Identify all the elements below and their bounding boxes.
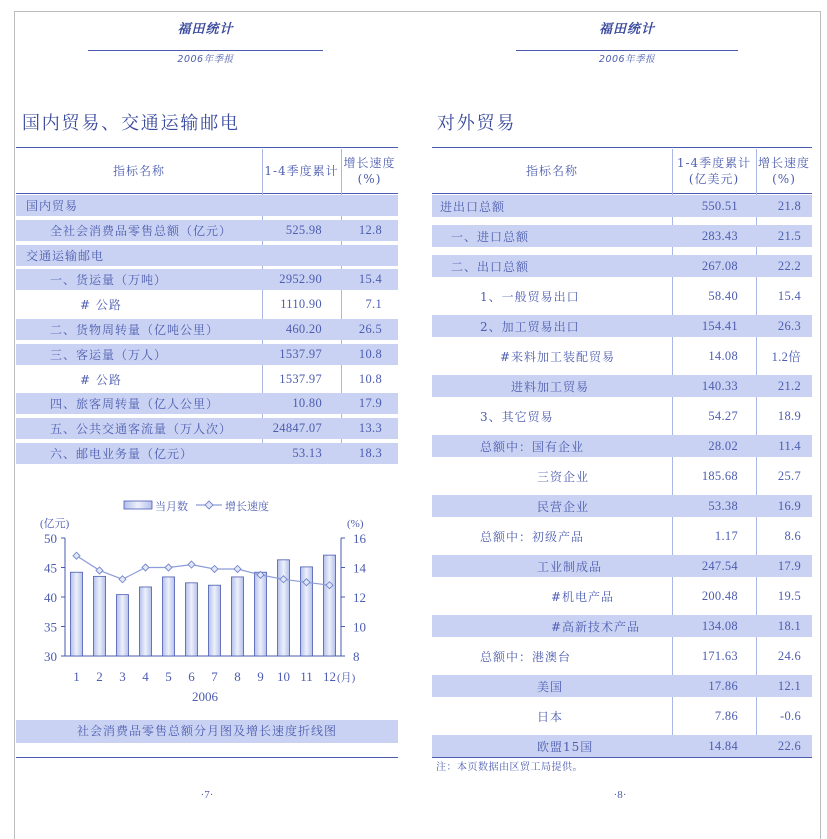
cumulative-value: 17.86: [708, 678, 738, 693]
table-row: [16, 344, 398, 365]
right-logo: 福田统计: [598, 22, 655, 37]
table-row: [16, 294, 398, 315]
table-row: [432, 675, 812, 697]
x-tick-label: 3: [119, 669, 126, 684]
growth-rate: 21.8: [777, 198, 801, 213]
cumulative-value: 54.27: [708, 408, 738, 423]
bar-series: [71, 555, 336, 656]
table-row: [432, 285, 812, 307]
cumulative-value: 53.38: [708, 498, 738, 513]
indicator-name: 总额中：港澳台: [480, 649, 572, 664]
table-row-section: [16, 245, 398, 266]
cumulative-value: 14.08: [708, 348, 738, 363]
table-row: [432, 705, 812, 727]
header-unit: (亿美元): [688, 172, 740, 186]
legend-line-label: 增长速度: [225, 501, 269, 513]
bar-month-12: [324, 555, 336, 656]
cumulative-value: 134.08: [701, 618, 738, 633]
indicator-name: 民营企业: [537, 499, 590, 514]
growth-rate: 1.2倍: [771, 350, 801, 364]
growth-point-month-3: [119, 576, 126, 583]
indicator-name: 总额中：初级产品: [480, 529, 585, 544]
header-indicator-name: [432, 149, 672, 193]
growth-rate: 15.4: [777, 288, 801, 303]
table-row: [16, 220, 398, 241]
y-left-tick-label: 35: [44, 619, 57, 635]
y-left-tick-label: 45: [44, 560, 57, 576]
x-tick-label: 11: [300, 669, 313, 684]
x-tick-label: 12: [323, 669, 336, 684]
y-right-axis-label: (%): [347, 518, 364, 530]
indicator-name: 3、其它贸易: [480, 409, 554, 424]
x-tick-label: 5: [165, 669, 172, 684]
growth-rate: 10.8: [358, 371, 382, 386]
growth-rate: 18.9: [777, 408, 801, 423]
indicator-name: 美国: [537, 679, 564, 694]
indicator-name: 1、一般贸易出口: [480, 289, 580, 304]
growth-point-month-5: [165, 564, 172, 571]
section-name: 国内贸易: [26, 199, 79, 213]
x-tick-label: 4: [142, 669, 149, 684]
growth-rate: 26.3: [777, 318, 801, 333]
growth-rate: 12.1: [777, 678, 801, 693]
table-row: [16, 443, 398, 464]
legend-diamond-icon: [205, 501, 213, 509]
table-row: [432, 735, 812, 757]
y-right-tick-label: 16: [353, 531, 366, 546]
table-body: [16, 195, 398, 468]
legend-bar-label: 当月数: [155, 501, 188, 513]
table-row: [432, 255, 812, 277]
cumulative-value: 460.20: [285, 321, 322, 336]
header-label: 增长速度: [757, 156, 810, 170]
cumulative-value: 525.98: [285, 222, 322, 237]
header-cumulative: [672, 149, 756, 193]
section-name: 交通运输邮电: [26, 248, 105, 263]
indicator-name: 工业制成品: [537, 559, 603, 574]
header-growth: [341, 149, 398, 193]
table-row: [432, 315, 812, 337]
growth-point-month-4: [142, 564, 149, 571]
growth-rate-line: [77, 556, 330, 586]
cumulative-value: 140.33: [701, 378, 738, 393]
indicator-name: 四、旅客周转量（亿人公里）: [50, 397, 220, 412]
indicator-name: 全社会消费品零售总额（亿元）: [50, 223, 233, 238]
cumulative-value: 1537.97: [279, 346, 322, 361]
y-left-tick-label: 40: [44, 590, 57, 605]
left-section-title: 国内贸易、交通运输邮电: [22, 113, 240, 134]
y-right-tick-label: 10: [353, 619, 366, 635]
right-subtitle: 2006年季报: [598, 54, 656, 65]
indicator-name: #机电产品: [551, 589, 615, 604]
left-page-number: ·7·: [200, 789, 214, 801]
domestic-trade-table: [16, 147, 398, 464]
footnote: 注：本页数据由区贸工局提供。: [436, 762, 583, 773]
indicator-name: 一、货运量（万吨）: [50, 273, 168, 288]
x-unit-label: (月): [337, 672, 356, 684]
cumulative-value: 267.08: [701, 258, 738, 273]
y-left-axis-label: (亿元): [40, 518, 70, 530]
bar-month-9: [255, 572, 267, 656]
y-right-tick-label: 8: [353, 649, 360, 664]
growth-rate: 17.9: [777, 558, 801, 573]
table-row: [432, 615, 812, 637]
indicator-name: # 公路: [80, 298, 122, 313]
header-label: 指标名称: [112, 164, 165, 178]
x-tick-label: 6: [188, 669, 195, 684]
growth-point-month-8: [234, 565, 241, 572]
page-frame-top: [14, 11, 820, 12]
indicator-name: 二、出口总额: [451, 259, 530, 274]
left-subtitle: 2006年季报: [177, 54, 234, 65]
table-row: [432, 435, 812, 457]
table-row: [432, 195, 812, 217]
growth-rate: 22.2: [777, 258, 801, 273]
x-tick-label: 7: [211, 669, 218, 684]
cumulative-value: 24847.07: [272, 421, 322, 436]
line-series: [73, 552, 333, 589]
growth-rate: 19.5: [777, 588, 801, 603]
table-row: [432, 465, 812, 487]
table-row: [16, 319, 398, 340]
header-unit: (%): [772, 172, 796, 186]
bar-month-10: [278, 560, 290, 656]
growth-rate: 13.3: [358, 421, 382, 436]
cumulative-value: 14.84: [708, 738, 738, 753]
left-logo: 福田统计: [177, 22, 234, 37]
header-label: 增长速度: [343, 156, 396, 170]
growth-rate: -0.6: [780, 708, 801, 723]
bar-month-8: [232, 577, 244, 656]
growth-point-month-7: [211, 565, 218, 572]
legend-bar-swatch: [124, 501, 152, 509]
growth-rate: 12.8: [358, 222, 382, 237]
header-unit: (%): [357, 172, 382, 186]
indicator-name: #来料加工装配贸易: [500, 349, 616, 364]
table-row: [432, 555, 812, 577]
table-row: [432, 495, 812, 517]
header-label: 指标名称: [525, 164, 578, 178]
bar-month-1: [71, 572, 83, 656]
table-row-section: [16, 195, 398, 216]
growth-rate: 8.6: [784, 528, 801, 543]
cumulative-value: 1110.90: [280, 297, 322, 312]
x-tick-label: 10: [277, 669, 290, 684]
retail-sales-chart: [16, 495, 398, 710]
cumulative-value: 200.48: [701, 588, 738, 603]
growth-rate: 21.5: [777, 228, 801, 243]
cumulative-value: 1537.97: [279, 371, 322, 386]
indicator-name: 进出口总额: [440, 199, 506, 214]
left-bottom-rule: [16, 757, 398, 758]
y-right-tick-label: 12: [353, 590, 366, 605]
bar-month-6: [186, 583, 198, 656]
table-row: [432, 645, 812, 667]
cumulative-value: 58.40: [708, 288, 738, 303]
table-top-rule: [432, 147, 812, 148]
indicator-name: 六、邮电业务量（亿元）: [50, 446, 194, 461]
header-growth: [756, 149, 812, 193]
x-tick-label: 8: [234, 669, 241, 684]
header-label: 1-4季度累计: [676, 156, 752, 170]
cumulative-value: 2952.90: [279, 272, 322, 287]
table-row: [432, 525, 812, 547]
table-row: [16, 418, 398, 439]
indicator-name: 欧盟15国: [537, 739, 594, 754]
cumulative-value: 53.13: [292, 445, 322, 460]
growth-rate: 11.4: [778, 438, 801, 453]
cumulative-value: 7.86: [714, 708, 738, 723]
y-left-tick-label: 50: [44, 531, 57, 546]
indicator-name: #高新技术产品: [551, 619, 641, 634]
growth-rate: 16.9: [777, 498, 801, 513]
page-frame-right: [820, 11, 821, 839]
growth-rate: 15.4: [358, 272, 382, 287]
table-row: [432, 405, 812, 427]
y-right-tick-label: 14: [353, 560, 366, 576]
growth-rate: 18.1: [777, 618, 801, 633]
indicator-name: 三、客运量（万人）: [50, 347, 168, 362]
table-row: [432, 345, 812, 367]
left-header-rule: [88, 50, 323, 51]
right-section-title: 对外贸易: [437, 113, 517, 134]
cumulative-value: 154.41: [701, 318, 738, 333]
growth-rate: 25.7: [777, 468, 801, 483]
x-tick-label: 9: [257, 669, 264, 684]
cumulative-value: 283.43: [701, 228, 738, 243]
bar-month-7: [209, 585, 221, 656]
x-axis-label: 2006: [192, 689, 218, 704]
y-left-tick-label: 30: [44, 649, 57, 664]
table-row: [432, 225, 812, 247]
right-page-number: ·8·: [613, 789, 627, 801]
bar-month-5: [163, 577, 175, 656]
indicator-name: 总额中：国有企业: [480, 439, 585, 454]
indicator-name: # 公路: [80, 372, 122, 387]
table-row: [16, 369, 398, 390]
growth-rate: 24.6: [777, 648, 801, 663]
indicator-name: 二、货物周转量（亿吨公里）: [50, 322, 220, 337]
growth-point-month-1: [73, 552, 80, 559]
indicator-name: 2、加工贸易出口: [480, 319, 580, 334]
indicator-name: 日本: [537, 709, 564, 724]
table-row: [16, 269, 398, 290]
header-indicator-name: [16, 149, 262, 193]
page-frame-left: [14, 11, 15, 839]
header-cumulative: [262, 149, 341, 193]
cumulative-value: 550.51: [701, 198, 738, 213]
growth-rate: 26.5: [358, 321, 382, 336]
table-row: [432, 585, 812, 607]
growth-rate: 22.6: [777, 738, 801, 753]
indicator-name: 五、公共交通客流量（万人次）: [50, 422, 233, 437]
indicator-name: 三资企业: [537, 469, 590, 484]
bar-month-3: [117, 595, 129, 656]
growth-rate: 7.1: [365, 297, 382, 312]
cumulative-value: 171.63: [701, 648, 738, 663]
table-row: [432, 375, 812, 397]
bar-month-4: [140, 587, 152, 656]
table-body: [432, 195, 812, 765]
foreign-trade-table: [432, 147, 812, 758]
cumulative-value: 10.80: [292, 396, 322, 411]
cumulative-value: 185.68: [701, 468, 738, 483]
right-header-rule: [516, 50, 738, 51]
growth-point-month-2: [96, 567, 103, 574]
axis-ticks: [44, 531, 367, 684]
header-label: 1-4季度累计: [264, 164, 339, 178]
bar-month-2: [94, 576, 106, 656]
cumulative-value: 28.02: [708, 438, 738, 453]
growth-rate: 18.3: [358, 445, 382, 460]
table-top-rule: [16, 147, 398, 148]
chart-legend: [124, 499, 269, 513]
growth-point-month-6: [188, 561, 195, 568]
cumulative-value: 1.17: [714, 528, 738, 543]
indicator-name: 进料加工贸易: [511, 379, 590, 394]
indicator-name: 一、进口总额: [451, 229, 530, 244]
table-row: [16, 393, 398, 414]
cumulative-value: 247.54: [701, 558, 738, 573]
growth-rate: 21.2: [777, 378, 801, 393]
x-tick-label: 1: [73, 669, 80, 684]
table-header-rule: [432, 193, 812, 194]
growth-rate: 17.9: [358, 396, 382, 411]
growth-rate: 10.8: [358, 346, 382, 361]
x-tick-label: 2: [96, 669, 103, 684]
chart-caption: 社会消费品零售总额分月图及增长速度折线图: [16, 720, 398, 743]
